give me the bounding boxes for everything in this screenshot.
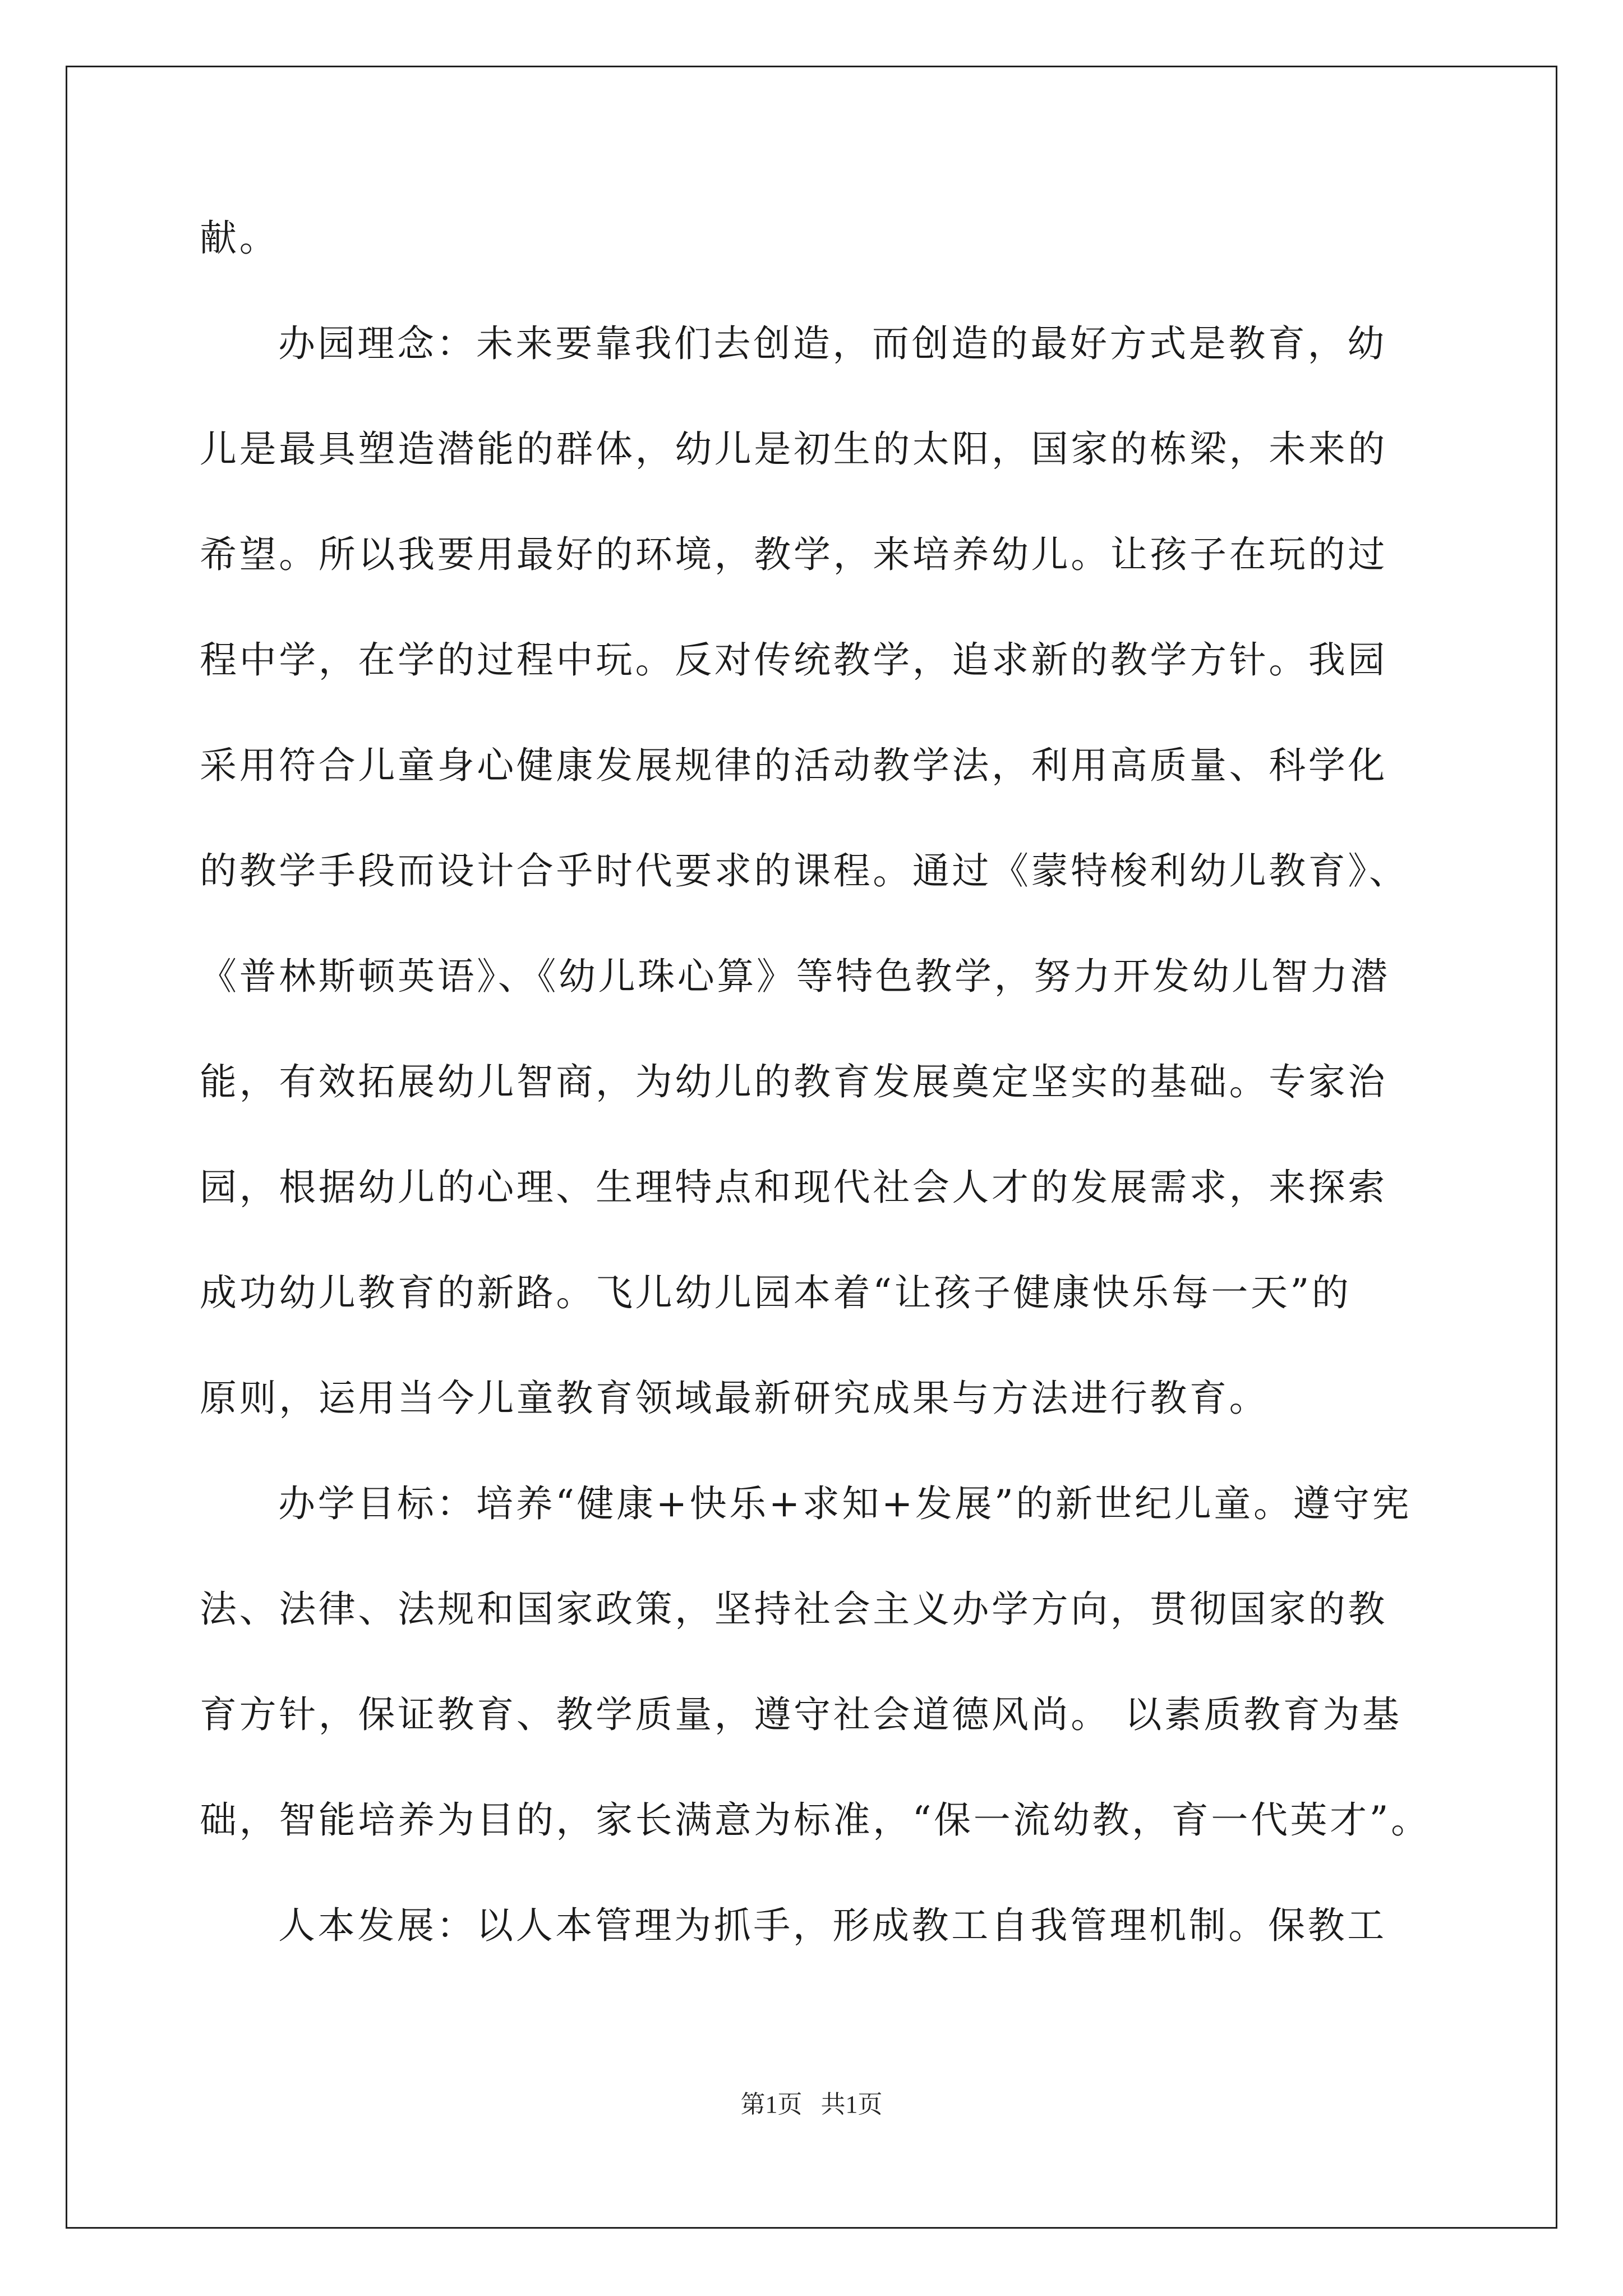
text-line-17: 人本发展：以人本管理为抓手，形成教工自我管理机制。保教工 bbox=[278, 1904, 1387, 1947]
page-footer: 第1页 共1页 bbox=[740, 2091, 883, 2118]
text-line-11: 成功幼儿教育的新路。飞儿幼儿园本着“让孩子健康快乐每一天”的 bbox=[200, 1271, 1352, 1314]
text-line-12: 原则，运用当今儿童教育领域最新研究成果与方法进行教育。 bbox=[200, 1377, 1269, 1420]
text-line-1: 献。 bbox=[200, 217, 279, 260]
text-line-2: 办园理念：未来要靠我们去创造，而创造的最好方式是教育，幼 bbox=[278, 322, 1387, 365]
text-line-3: 儿是最具塑造潜能的群体，幼儿是初生的太阳，国家的栋梁，未来的 bbox=[200, 427, 1387, 471]
text-line-14: 法、法律、法规和国家政策，坚持社会主义办学方向，贯彻国家的教 bbox=[200, 1588, 1387, 1631]
text-line-8: 《普林斯顿英语》、《幼儿珠心算》等特色教学，努力开发幼儿智力潜 bbox=[200, 955, 1390, 998]
text-line-10: 园，根据幼儿的心理、生理特点和现代社会人才的发展需求，来探索 bbox=[200, 1166, 1387, 1209]
text-line-15: 育方针，保证教育、教学质量，遵守社会道德风尚。 以素质教育为基 bbox=[200, 1693, 1402, 1736]
text-line-13: 办学目标：培养“健康+快乐+求知+发展”的新世纪儿童。遵守宪 bbox=[278, 1482, 1412, 1525]
text-line-5: 程中学，在学的过程中玩。反对传统教学，追求新的教学方针。我园 bbox=[200, 638, 1387, 682]
text-line-16: 础，智能培养为目的，家长满意为标准，“保一流幼教，育一代英才”。 bbox=[200, 1798, 1431, 1842]
text-line-9: 能，有效拓展幼儿智商，为幼儿的教育发展奠定坚实的基础。专家治 bbox=[200, 1060, 1387, 1103]
text-line-7: 的教学手段而设计合乎时代要求的课程。通过《蒙特梭利幼儿教育》、 bbox=[200, 849, 1409, 892]
text-line-6: 采用符合儿童身心健康发展规律的活动教学法，利用高质量、科学化 bbox=[200, 744, 1387, 787]
text-line-4: 希望。所以我要用最好的环境，教学，来培养幼儿。让孩子在玩的过 bbox=[200, 533, 1387, 576]
